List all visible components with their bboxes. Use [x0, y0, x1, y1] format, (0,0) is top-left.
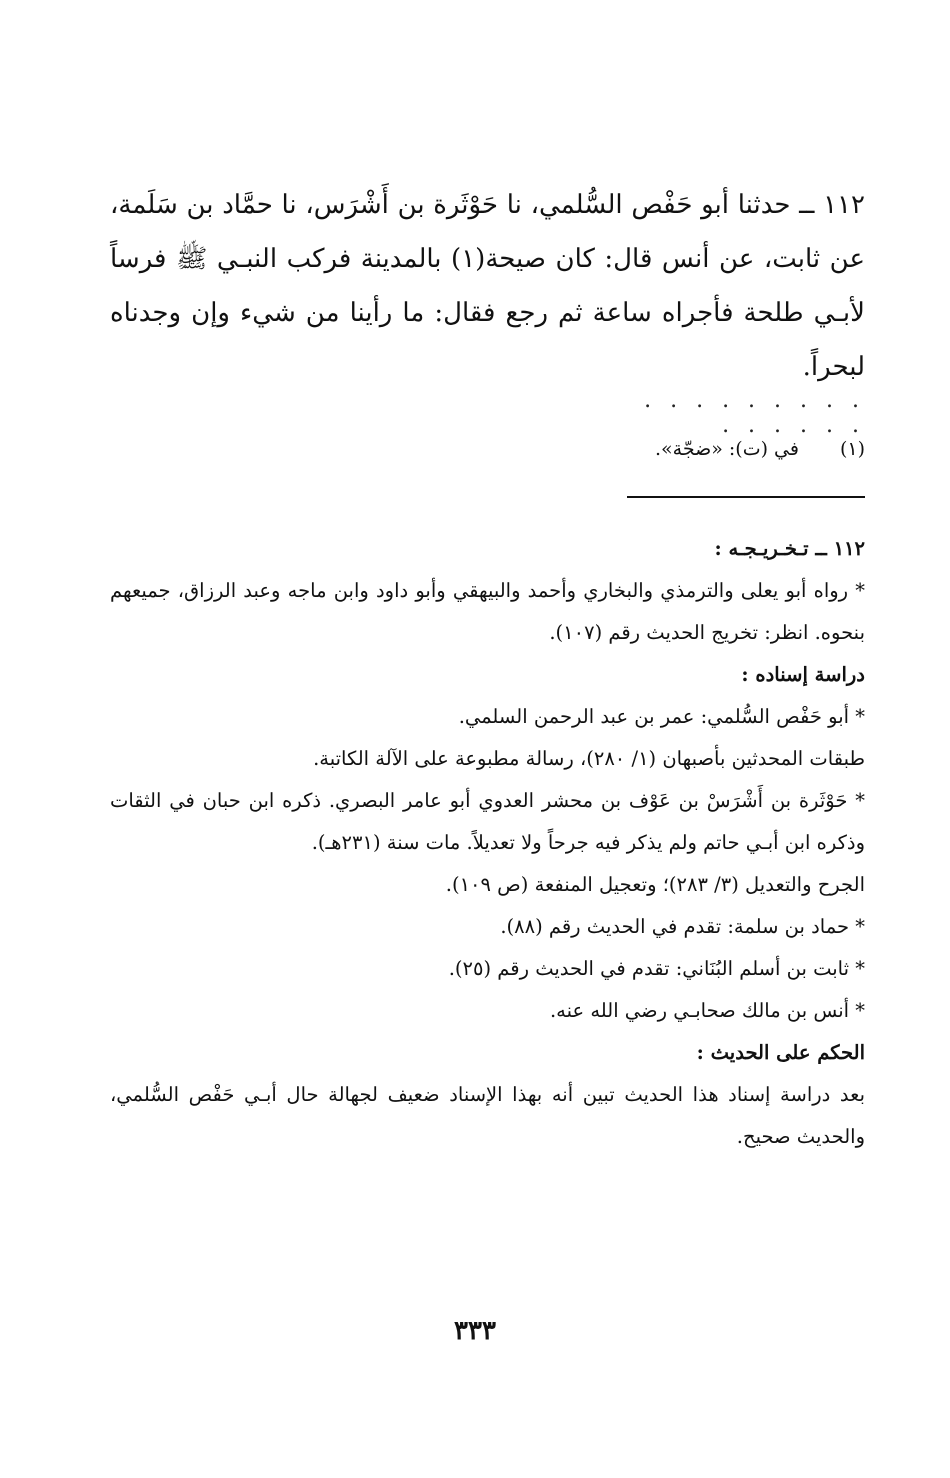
isnad-item: * حماد بن سلمة: تقدم في الحديث رقم (٨٨).: [500, 915, 865, 938]
isnad-item: * أنس بن مالك صحابـي رضي الله عنه.: [549, 999, 865, 1022]
isnad-heading: دراسة إسناده :: [741, 663, 865, 686]
section-divider: [627, 496, 865, 498]
footnote-text: في (ت): «ضجّة».: [654, 438, 799, 460]
footnote-number: (١): [839, 438, 865, 460]
isnad-item: * ثابت بن أسلم البُنَاني: تقدم في الحديث رقم (٢٥).: [448, 957, 865, 980]
isnad-item: * حَوْثَرة بن أَشْرَسْ بن عَوْف بن محشر العدوي أبو عامر البصري. ذكره ابن حبان في الثقات وذكره ابن أبـي حاتم ولم يذكر فيه جرحاً ولا تعديلاً. مات سنة (٢٣١هـ).: [110, 789, 865, 854]
page-number: ٣٣٣: [454, 1316, 496, 1346]
footnote-separator: . . . . . . . . . . . . . . .: [644, 388, 865, 438]
footnote: [465, 434, 865, 464]
isnad-item: طبقات المحدثين بأصبهان (١/ ٢٨٠)، رسالة مطبوعة على الآلة الكاتبة.: [313, 747, 865, 770]
ruling-heading: الحكم على الحديث :: [696, 1041, 865, 1064]
isnad-item: الجرح والتعديل (٣/ ٢٨٣)؛ وتعجيل المنفعة (ص ١٠٩).: [445, 873, 865, 896]
isnad-item: * أبو حَفْص السُّلمي: عمر بن عبد الرحمن السلمي.: [458, 705, 865, 728]
commentary-section: [110, 528, 865, 1158]
ruling-text: بعد دراسة إسناد هذا الحديث تبين أنه بهذا الإسناد ضعيف لجهالة حال أبـي حَفْص السُّلمي، والحديث صحيح.: [110, 1083, 865, 1148]
takhrij-paragraph: * رواه أبو يعلى والترمذي والبخاري وأحمد والبيهقي وأبو داود وابن ماجه وعبد الرزاق، جميعهم بنحوه. انظر: تخريج الحديث رقم (١٠٧).: [110, 579, 865, 644]
hadith-text: ١١٢ ــ حدثنا أبو حَفْص السُّلمي، نا حَوْثَرة بن أَشْرَس، نا حمَّاد بن سَلَمة، عن ثابت، عن أنس قال: كان صيحة(١) بالمدينة فركب النبـي ﷺ فرساً لأبـي طلحة فأجراه ساعة ثم رجع فقال: ما رأينا من شيء وإن وجدناه لبحراً.: [110, 190, 865, 382]
takhrij-heading: ١١٢ ــ تـخـريـجـه :: [714, 537, 865, 560]
